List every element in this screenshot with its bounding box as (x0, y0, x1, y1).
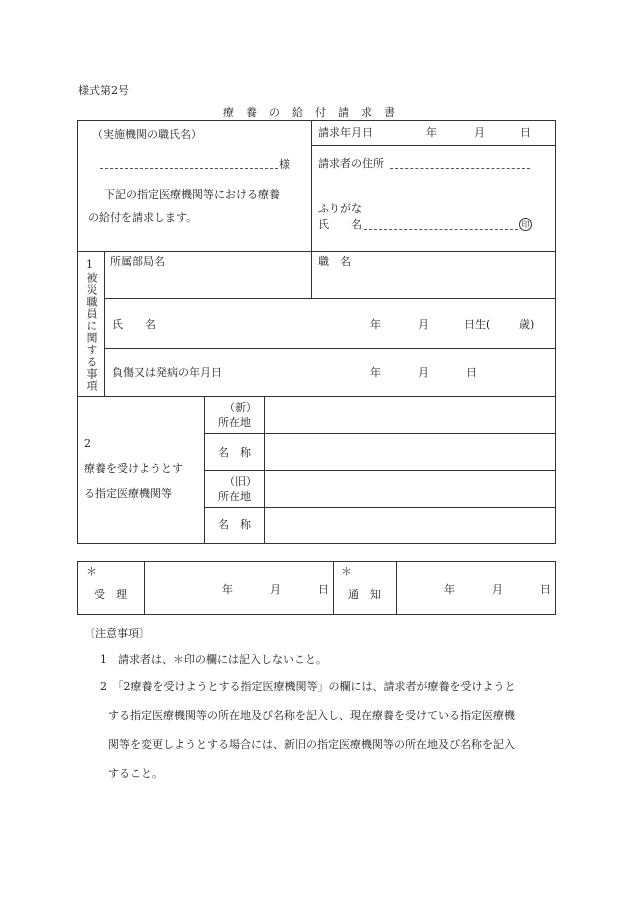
old-location-label: 所在地 (218, 490, 251, 503)
old-label: （旧） (224, 475, 257, 488)
new-name-label: 名 称 (218, 446, 251, 459)
note-2-line4: すること。 (108, 767, 163, 780)
birth-year: 年 (370, 318, 381, 331)
birth-day: 日生( (464, 318, 491, 331)
new-location-label: 所在地 (218, 416, 251, 429)
notified-month: 月 (492, 583, 503, 596)
request-date-label: 請求年月日 (318, 126, 373, 139)
note-2-line2: する指定医療機関等の所在地及び名称を記入し、現在療養を受けている指定医療機 (108, 709, 515, 722)
birth-month: 月 (418, 318, 429, 331)
furigana-label: ふりがな (318, 202, 362, 215)
request-date-day: 日 (520, 126, 531, 139)
form-number: 様式第2号 (78, 84, 129, 97)
note-2-line3: 関等を変更しようとする場合には、新旧の指定医療機関等の所在地及び名称を記入 (108, 738, 515, 751)
old-name-label: 名 称 (218, 518, 251, 531)
request-text-line2: の給付を請求します。 (88, 211, 198, 224)
form-title: 療養の給付請求書 (223, 106, 407, 119)
notified-day: 日 (540, 583, 551, 596)
note-1: 1 請求者は、＊印の欄には記入しないこと。 (100, 653, 327, 666)
requester-name-line (364, 229, 518, 230)
dept-label: 所属部局名 (110, 255, 165, 268)
received-asterisk: ＊ (86, 565, 97, 578)
request-text-line1: 下記の指定医療機関等における療養 (104, 188, 280, 201)
address-line (390, 168, 530, 169)
request-date-year: 年 (426, 126, 437, 139)
notified-asterisk: ＊ (341, 565, 352, 578)
employee-name-label: 氏 名 (112, 318, 156, 331)
section2-label-line2: る指定医療機関等 (84, 487, 172, 500)
section1-number: 1 (86, 258, 93, 271)
position-label: 職 名 (318, 255, 351, 268)
address-label: 請求者の住所 (318, 157, 384, 170)
addressee-label: （実施機関の職氏名） (92, 128, 202, 141)
section1-label: 被災職員に関する事項 (85, 272, 98, 392)
requester-name-label: 氏 名 (318, 218, 362, 231)
sama-label: 様 (279, 158, 290, 171)
seal-mark: 印 (519, 218, 532, 231)
note-2-line1: 2 「2療養を受けようとする指定医療機関等」の欄には、請求者が療養を受けようと (100, 680, 516, 693)
injury-day: 日 (466, 366, 477, 379)
received-year: 年 (222, 583, 233, 596)
received-day: 日 (318, 583, 329, 596)
injury-month: 月 (418, 366, 429, 379)
age-label: 歳) (519, 318, 535, 331)
received-label: 受 理 (94, 588, 127, 601)
request-date-month: 月 (474, 126, 485, 139)
received-month: 月 (270, 583, 281, 596)
notified-year: 年 (444, 583, 455, 596)
notes-heading: 〔注意事項〕 (84, 627, 150, 640)
injury-year: 年 (370, 366, 381, 379)
new-label: （新） (224, 401, 257, 414)
notified-label: 通 知 (348, 588, 381, 601)
addressee-line (100, 168, 278, 169)
section2-label-line1: 療養を受けようとす (84, 462, 183, 475)
section2-number: 2 (84, 437, 91, 450)
injury-date-label: 負傷又は発病の年月日 (112, 366, 222, 379)
